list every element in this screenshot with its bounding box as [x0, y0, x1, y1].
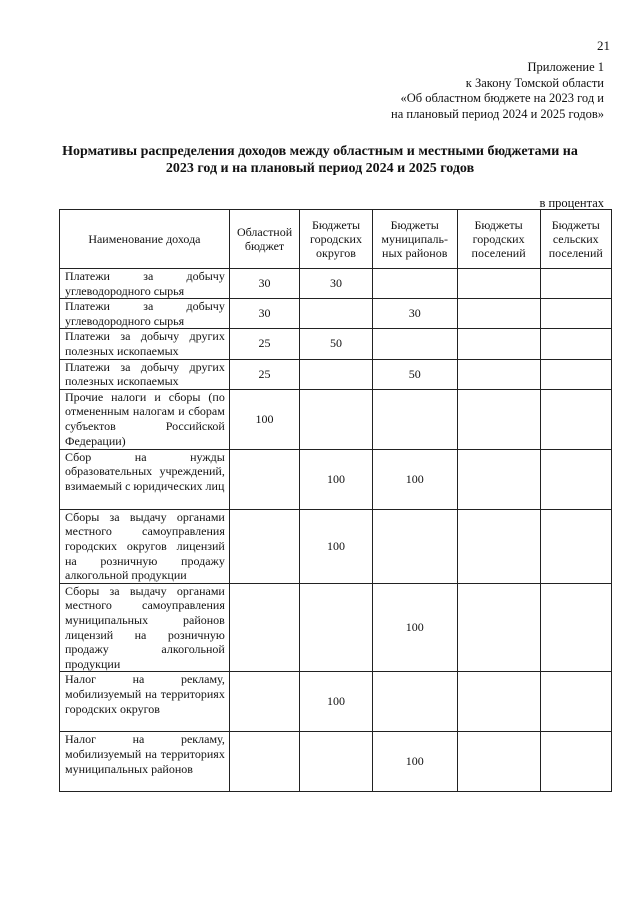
appendix-line: Приложение 1 — [527, 60, 604, 74]
value-cell — [457, 359, 540, 389]
revenue-name-cell: Налог на рекламу, мобилизуемый на территориях муниципальных районов — [60, 732, 230, 792]
header-rural-settlements: Бюджеты сельских поселений — [540, 210, 611, 269]
revenue-norms-table — [59, 209, 612, 792]
revenue-name-cell: Сбор на нужды образовательных учреждений, взимаемый с юридических лиц — [60, 449, 230, 509]
value-cell — [457, 509, 540, 583]
value-cell: 30 — [372, 299, 457, 329]
table-row — [60, 672, 612, 732]
value-cell — [457, 269, 540, 299]
value-cell: 30 — [229, 299, 299, 329]
revenue-name-cell: Сборы за выдачу органами местного самоуправления муниципальных районов лицензий на розничную продажу алкогольной продукции — [60, 583, 230, 672]
value-cell — [229, 583, 299, 672]
value-cell: 100 — [372, 449, 457, 509]
table-row — [60, 583, 612, 672]
title-line: 2023 год и на плановый период 2024 и 2025 годов — [165, 161, 475, 176]
value-cell — [300, 299, 372, 329]
table-row — [60, 359, 612, 389]
appendix-line: к Закону Томской области — [465, 75, 604, 90]
value-cell: 25 — [229, 329, 299, 359]
value-cell — [229, 732, 299, 792]
value-cell — [540, 449, 611, 509]
value-cell: 100 — [372, 583, 457, 672]
value-cell — [372, 389, 457, 449]
appendix-line: на плановый период 2024 и 2025 годов» — [391, 106, 604, 121]
value-cell — [457, 389, 540, 449]
value-cell — [457, 672, 540, 732]
value-cell: 30 — [300, 269, 372, 299]
header-regional-budget: Областной бюджет — [229, 210, 299, 269]
table-row — [60, 449, 612, 509]
value-cell: 30 — [229, 269, 299, 299]
table-row — [60, 269, 612, 299]
title-line: Нормативы распределения доходов между областным и местными бюджетами на — [62, 144, 578, 159]
value-cell: 50 — [300, 329, 372, 359]
value-cell — [229, 509, 299, 583]
value-cell — [372, 509, 457, 583]
appendix-caption — [391, 60, 604, 122]
header-urban-settlements: Бюджеты городских поселений — [457, 210, 540, 269]
value-cell: 100 — [372, 732, 457, 792]
value-cell: 100 — [300, 449, 372, 509]
value-cell — [372, 329, 457, 359]
value-cell: 25 — [229, 359, 299, 389]
table-header-row — [60, 210, 612, 269]
revenue-name-cell: Платежи за добычу других полезных ископаемых — [60, 359, 230, 389]
header-city-districts: Бюджеты городских округов — [300, 210, 372, 269]
value-cell — [457, 449, 540, 509]
value-cell — [457, 583, 540, 672]
header-revenue-name: Наименование дохода — [60, 210, 230, 269]
document-title — [40, 143, 600, 177]
table-row — [60, 389, 612, 449]
revenue-name-cell: Платежи за добычу углеводородного сырья — [60, 299, 230, 329]
value-cell — [457, 299, 540, 329]
value-cell — [229, 449, 299, 509]
value-cell: 100 — [229, 389, 299, 449]
value-cell — [300, 732, 372, 792]
appendix-line: «Об областном бюджете на 2023 год и — [400, 91, 604, 105]
value-cell — [372, 269, 457, 299]
value-cell: 100 — [300, 672, 372, 732]
value-cell: 100 — [300, 509, 372, 583]
value-cell — [540, 732, 611, 792]
value-cell — [300, 389, 372, 449]
revenue-name-cell: Платежи за добычу других полезных ископаемых — [60, 329, 230, 359]
revenue-name-cell: Платежи за добычу углеводородного сырья — [60, 269, 230, 299]
table-row — [60, 329, 612, 359]
value-cell — [540, 583, 611, 672]
units-label: в процентах — [539, 196, 604, 210]
table-row — [60, 732, 612, 792]
revenue-name-cell: Сборы за выдачу органами местного самоуправления городских округов лицензий на розничную продажу алкогольной продукции — [60, 509, 230, 583]
value-cell — [540, 329, 611, 359]
header-municipal-districts: Бюджеты муниципальных районов — [372, 210, 457, 269]
revenue-name-cell: Прочие налоги и сборы (по отмененным налогам и сборам субъектов Российской Федерации) — [60, 389, 230, 449]
revenue-name-cell: Налог на рекламу, мобилизуемый на территориях городских округов — [60, 672, 230, 732]
value-cell — [540, 672, 611, 732]
value-cell — [372, 672, 457, 732]
value-cell — [457, 732, 540, 792]
value-cell — [300, 583, 372, 672]
value-cell — [540, 389, 611, 449]
page-number: 21 — [597, 38, 610, 53]
value-cell — [300, 359, 372, 389]
table-row — [60, 509, 612, 583]
value-cell — [540, 299, 611, 329]
value-cell: 50 — [372, 359, 457, 389]
value-cell — [540, 269, 611, 299]
value-cell — [457, 329, 540, 359]
value-cell — [540, 359, 611, 389]
value-cell — [229, 672, 299, 732]
table-row — [60, 299, 612, 329]
value-cell — [540, 509, 611, 583]
